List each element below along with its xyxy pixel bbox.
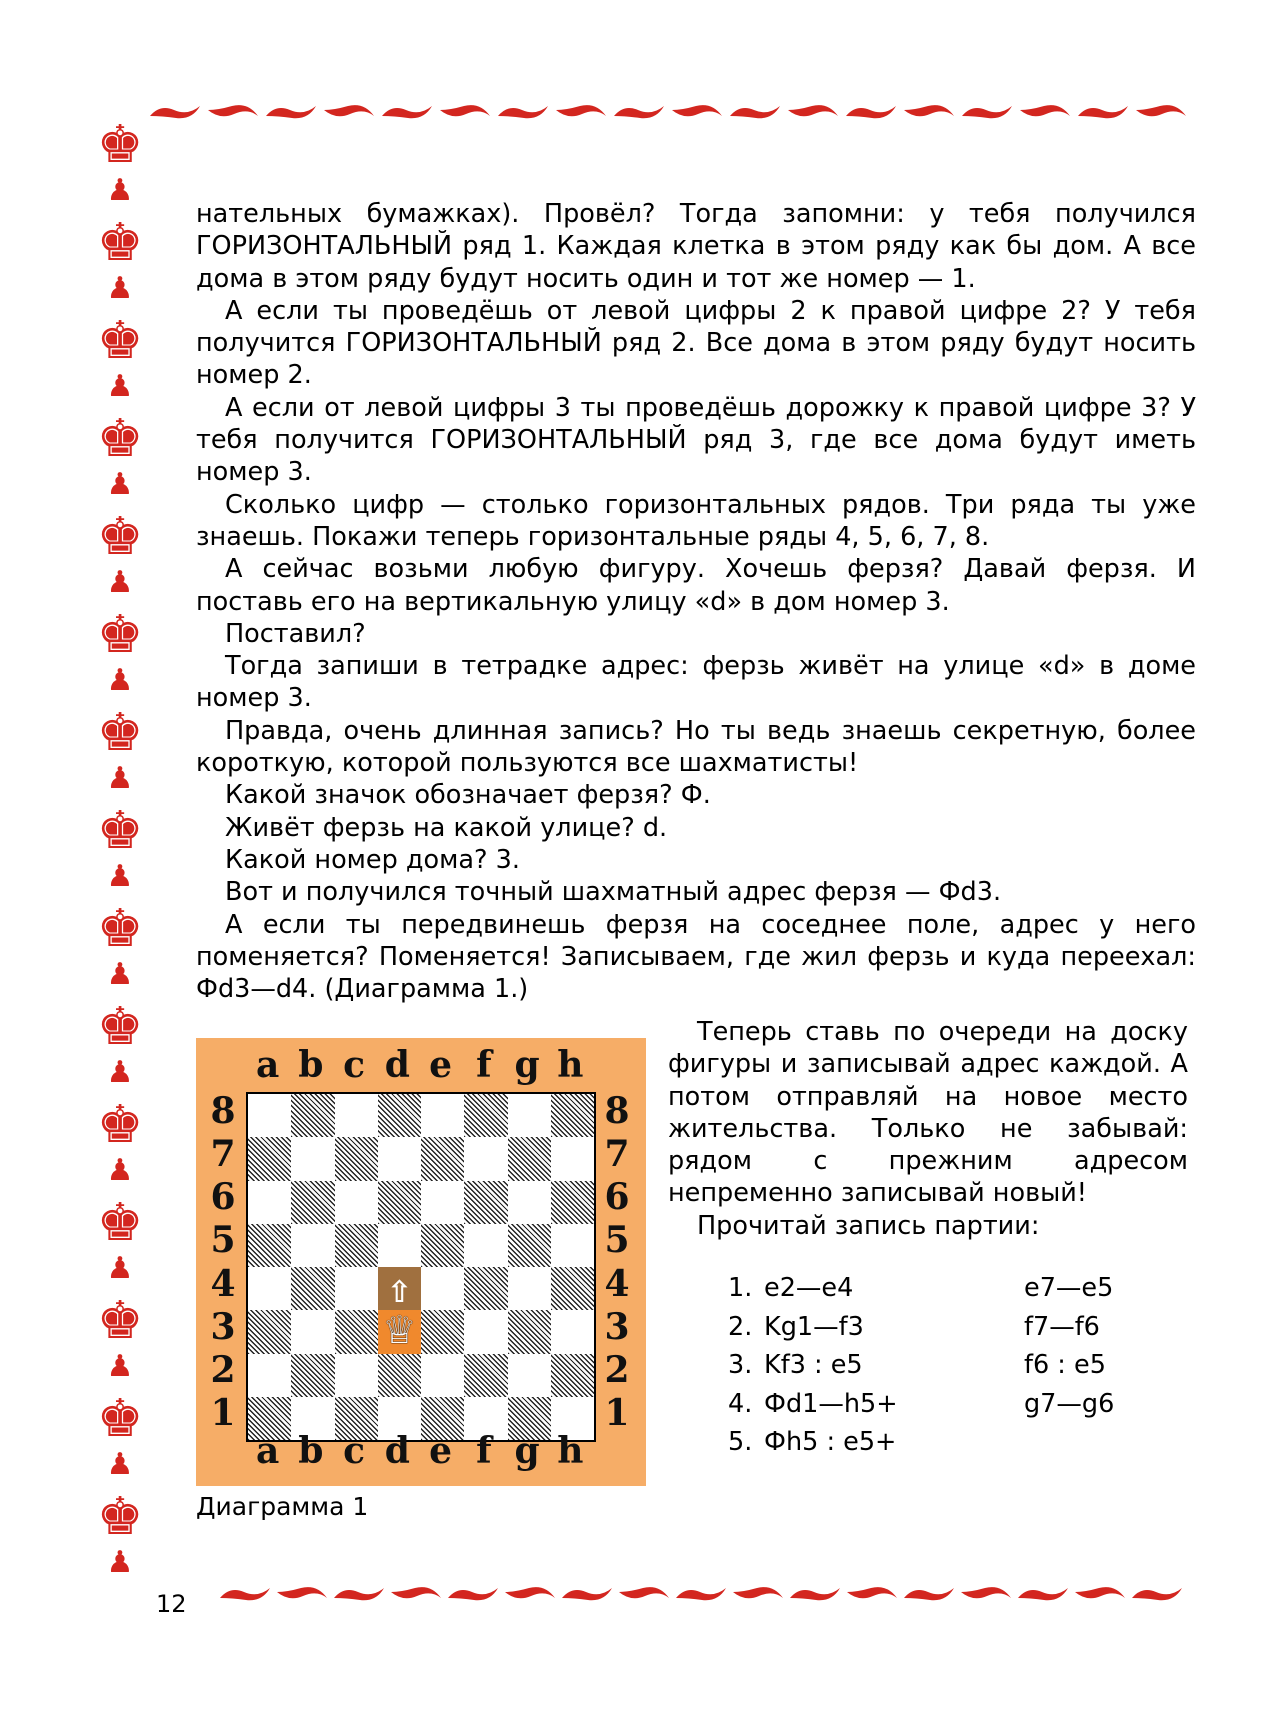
square-b4 <box>291 1267 334 1310</box>
bottom-ornament-border <box>220 1580 1210 1608</box>
side-chess-pieces-border <box>96 110 144 1580</box>
ornament-wave <box>562 1588 612 1600</box>
right-rank-label: 4 <box>604 1262 630 1305</box>
white-queen-icon: ♕ <box>382 1308 417 1353</box>
chess-piece-icon: ♚ <box>96 311 144 371</box>
black-move: e7—e5 <box>1024 1273 1114 1303</box>
bottom-file-label: g <box>514 1430 540 1472</box>
paragraph: А если от левой цифры 3 ты проведёшь дорожку к правой цифре 3? У тебя получится ГОРИЗОНТАЛЬНЫЙ ряд 3, где все дома будут иметь номер 3. <box>196 392 1196 488</box>
left-rank-label: 7 <box>210 1132 236 1175</box>
chess-piece-icon: ♚ <box>96 409 144 469</box>
chess-piece-icon: ♟ <box>106 957 134 992</box>
bottom-file-label: h <box>557 1430 584 1472</box>
square-h3 <box>551 1310 594 1353</box>
ornament-wave <box>505 1587 555 1598</box>
bottom-file-label: a <box>255 1430 280 1472</box>
chess-piece-icon: ♚ <box>96 115 144 175</box>
bottom-file-label: c <box>343 1430 366 1472</box>
chess-piece-icon: ♚ <box>96 1193 144 1253</box>
chess-piece-icon: ♚ <box>96 899 144 959</box>
ornament-wave <box>382 106 432 118</box>
ornament-wave <box>676 1588 726 1600</box>
square-b3 <box>291 1310 334 1353</box>
ornament-wave <box>277 1587 327 1598</box>
black-move: f6 : e5 <box>1024 1350 1106 1380</box>
paragraph: Какой значок обозначает ферзя? Ф. <box>225 780 711 811</box>
chess-piece-icon: ♟ <box>106 173 134 208</box>
square-f4 <box>464 1267 507 1310</box>
move-number: 1. <box>728 1273 753 1303</box>
square-c6 <box>335 1181 378 1224</box>
move-number: 5. <box>728 1427 753 1457</box>
chess-piece-icon: ♚ <box>96 1291 144 1351</box>
square-g7 <box>508 1137 551 1180</box>
square-h5 <box>551 1224 594 1267</box>
square-a2 <box>248 1354 291 1397</box>
ornament-wave <box>1018 1588 1068 1600</box>
chess-piece-icon: ♚ <box>96 605 144 665</box>
ornament-wave <box>150 106 200 118</box>
bottom-file-label: f <box>476 1430 492 1472</box>
page-number: 12 <box>156 1590 187 1618</box>
paragraph: А если ты передвинешь ферзя на соседнее поле, адрес у него поменяется? Поменяется! Записываем, где жил ферзь и куда переехал: Фd3—d4. (Диаграмма 1.) <box>196 909 1196 1005</box>
square-e5 <box>421 1224 464 1267</box>
chess-piece-icon: ♚ <box>96 997 144 1057</box>
square-a4 <box>248 1267 291 1310</box>
top-file-label: c <box>343 1044 366 1086</box>
right-rank-label: 5 <box>604 1219 630 1262</box>
move-row <box>728 1312 1188 1351</box>
chess-piece-icon: ♟ <box>106 467 134 502</box>
square-f2 <box>464 1354 507 1397</box>
move-row <box>728 1427 1188 1466</box>
square-c5 <box>335 1224 378 1267</box>
ornament-wave <box>1132 1588 1182 1600</box>
game-record <box>728 1273 1188 1466</box>
paragraph: Теперь ставь по очереди на доску фигуры и записывай адрес каждой. А потом отправляй на новое место жительства. Только не забывай: рядом с прежним адресом непременно записывай новый! <box>668 1017 1188 1209</box>
ornament-wave <box>962 106 1012 118</box>
left-rank-label: 4 <box>210 1262 236 1305</box>
ornament-wave <box>440 105 490 116</box>
square-h4 <box>551 1267 594 1310</box>
white-move: Фh5 : e5+ <box>764 1427 897 1457</box>
square-a8 <box>248 1094 291 1137</box>
chess-piece-icon: ♟ <box>106 271 134 306</box>
ornament-wave <box>904 105 954 116</box>
ornament-wave <box>961 1587 1011 1598</box>
paragraph: Живёт ферзь на какой улице? d. <box>225 812 668 843</box>
left-rank-label: 1 <box>210 1392 236 1435</box>
square-f5 <box>464 1224 507 1267</box>
top-file-label: d <box>384 1044 410 1086</box>
left-rank-label: 5 <box>210 1219 236 1262</box>
chess-piece-icon: ♚ <box>96 1487 144 1547</box>
square-e7 <box>421 1137 464 1180</box>
chess-piece-icon: ♚ <box>96 213 144 273</box>
square-c7 <box>335 1137 378 1180</box>
ornament-wave <box>730 106 780 118</box>
square-f6 <box>464 1181 507 1224</box>
bottom-file-label: e <box>429 1430 453 1472</box>
square-c2 <box>335 1354 378 1397</box>
square-a5 <box>248 1224 291 1267</box>
move-number: 2. <box>728 1311 753 1342</box>
right-rank-label: 7 <box>604 1132 630 1175</box>
square-e6 <box>421 1181 464 1224</box>
square-d7 <box>378 1137 421 1180</box>
move-row <box>728 1350 1188 1389</box>
ornament-wave <box>788 105 838 116</box>
top-file-label: a <box>255 1044 280 1086</box>
ornament-wave <box>391 1587 441 1598</box>
chess-piece-icon: ♟ <box>106 1545 134 1580</box>
ornament-wave <box>220 1588 270 1600</box>
chess-board <box>246 1092 596 1442</box>
move-row <box>728 1389 1188 1428</box>
square-d5 <box>378 1224 421 1267</box>
paragraph: нательных бумажках). Провёл? Тогда запомни: у тебя получился ГОРИЗОНТАЛЬНЫЙ ряд 1. Каждая клетка в этом ряду как бы дом. А все дома в этом ряду будут носить один и тот же номер — 1. <box>196 199 1196 294</box>
black-move: g7—g6 <box>1024 1388 1115 1419</box>
square-a3 <box>248 1310 291 1353</box>
square-g6 <box>508 1181 551 1224</box>
chess-piece-icon: ♟ <box>106 1447 134 1482</box>
paragraph: А если ты проведёшь от левой цифры 2 к правой цифре 2? У тебя получится ГОРИЗОНТАЛЬНЫЙ ряд 2. Все дома в этом ряду будут носить номер 2. <box>196 295 1196 391</box>
top-file-label: g <box>514 1044 540 1086</box>
square-c3 <box>335 1310 378 1353</box>
chess-piece-icon: ♚ <box>96 703 144 763</box>
chess-piece-icon: ♚ <box>96 507 144 567</box>
square-h6 <box>551 1181 594 1224</box>
square-a6 <box>248 1181 291 1224</box>
paragraph: Правда, очень длинная запись? Но ты ведь знаешь секретную, более короткую, которой пользуются все шахматисты! <box>196 715 1196 779</box>
diagram-caption: Диаграмма 1 <box>196 1492 369 1521</box>
square-d3 <box>378 1310 421 1353</box>
square-h2 <box>551 1354 594 1397</box>
right-rank-label: 3 <box>604 1305 630 1348</box>
chess-piece-icon: ♟ <box>106 1153 134 1188</box>
ornament-wave <box>619 1587 669 1598</box>
square-g5 <box>508 1224 551 1267</box>
square-b5 <box>291 1224 334 1267</box>
square-b7 <box>291 1137 334 1180</box>
ornament-wave <box>904 1588 954 1600</box>
square-c4 <box>335 1267 378 1310</box>
square-g2 <box>508 1354 551 1397</box>
chess-piece-icon: ♚ <box>96 1095 144 1155</box>
top-file-label: e <box>429 1044 453 1086</box>
paragraph: Поставил? <box>225 618 366 649</box>
ornament-wave <box>846 106 896 118</box>
right-rank-label: 8 <box>604 1089 630 1132</box>
square-h8 <box>551 1094 594 1137</box>
square-d6 <box>378 1181 421 1224</box>
right-column-text <box>668 1016 1188 1242</box>
ornament-wave <box>733 1587 783 1598</box>
square-c8 <box>335 1094 378 1137</box>
ornament-wave <box>1078 106 1128 118</box>
left-rank-label: 3 <box>210 1305 236 1348</box>
ornament-wave <box>266 106 316 118</box>
top-file-label: b <box>298 1044 324 1086</box>
top-ornament-border <box>150 98 1210 126</box>
paragraph: Вот и получился точный шахматный адрес ферзя — Фd3. <box>225 877 1002 908</box>
ornament-wave <box>556 105 606 116</box>
paragraph: Сколько цифр — столько горизонтальных рядов. Три ряда ты уже знаешь. Покажи теперь горизонтальные ряды 4, 5, 6, 7, 8. <box>196 489 1196 552</box>
white-move: Kg1—f3 <box>764 1311 864 1342</box>
top-file-label: h <box>557 1044 584 1086</box>
chess-piece-icon: ♟ <box>106 1251 134 1286</box>
square-f7 <box>464 1137 507 1180</box>
square-d4 <box>378 1267 421 1310</box>
move-arrow-icon: ⇧ <box>386 1275 412 1310</box>
main-text <box>196 198 1196 1005</box>
square-d8 <box>378 1094 421 1137</box>
ornament-wave <box>790 1588 840 1600</box>
move-row <box>728 1273 1188 1312</box>
chess-piece-icon: ♟ <box>106 859 134 894</box>
ornament-wave <box>324 105 374 116</box>
chess-piece-icon: ♚ <box>96 1389 144 1449</box>
ornament-wave <box>1136 105 1186 116</box>
white-move: Kf3 : e5 <box>764 1350 863 1380</box>
bottom-file-label: d <box>384 1430 410 1472</box>
square-g3 <box>508 1310 551 1353</box>
square-e4 <box>421 1267 464 1310</box>
ornament-wave <box>1075 1587 1125 1598</box>
left-rank-label: 6 <box>210 1176 236 1219</box>
white-move: e2—e4 <box>764 1273 854 1303</box>
white-move: Фd1—h5+ <box>764 1388 898 1419</box>
bottom-file-label: b <box>298 1430 324 1472</box>
chess-piece-icon: ♟ <box>106 565 134 600</box>
paragraph: А сейчас возьми любую фигуру. Хочешь ферзя? Давай ферзя. И поставь его на вертикальную улицу «d» в дом номер 3. <box>196 554 1196 617</box>
square-b2 <box>291 1354 334 1397</box>
ornament-wave <box>614 106 664 118</box>
ornament-wave <box>448 1588 498 1600</box>
ornament-wave <box>672 105 722 116</box>
paragraph: Тогда запиши в тетрадке адрес: ферзь живёт на улице «d» в доме номер 3. <box>196 651 1196 714</box>
move-number: 3. <box>728 1350 753 1380</box>
square-h7 <box>551 1137 594 1180</box>
ornament-wave <box>847 1587 897 1598</box>
chess-piece-icon: ♟ <box>106 663 134 698</box>
top-file-label: f <box>476 1044 492 1086</box>
paragraph: Какой номер дома? 3. <box>225 844 520 875</box>
square-b6 <box>291 1181 334 1224</box>
chess-piece-icon: ♟ <box>106 1055 134 1090</box>
black-move: f7—f6 <box>1024 1311 1100 1342</box>
right-rank-label: 6 <box>604 1176 630 1219</box>
ornament-wave <box>498 106 548 118</box>
chess-piece-icon: ♟ <box>106 369 134 404</box>
right-rank-label: 2 <box>604 1349 630 1392</box>
square-e2 <box>421 1354 464 1397</box>
ornament-wave <box>208 105 258 116</box>
square-f8 <box>464 1094 507 1137</box>
chess-piece-icon: ♟ <box>106 761 134 796</box>
paragraph: Прочитай запись партии: <box>697 1210 1040 1241</box>
square-a7 <box>248 1137 291 1180</box>
square-e8 <box>421 1094 464 1137</box>
ornament-wave <box>334 1588 384 1600</box>
chess-piece-icon: ♟ <box>106 1349 134 1384</box>
chess-piece-icon: ♚ <box>96 801 144 861</box>
square-f3 <box>464 1310 507 1353</box>
left-rank-label: 8 <box>210 1089 236 1132</box>
right-rank-label: 1 <box>604 1392 630 1435</box>
left-rank-label: 2 <box>210 1349 236 1392</box>
square-b8 <box>291 1094 334 1137</box>
square-g8 <box>508 1094 551 1137</box>
square-g4 <box>508 1267 551 1310</box>
move-number: 4. <box>728 1388 753 1419</box>
chess-diagram <box>196 1038 646 1486</box>
square-d2 <box>378 1354 421 1397</box>
square-e3 <box>421 1310 464 1353</box>
ornament-wave <box>1020 105 1070 116</box>
